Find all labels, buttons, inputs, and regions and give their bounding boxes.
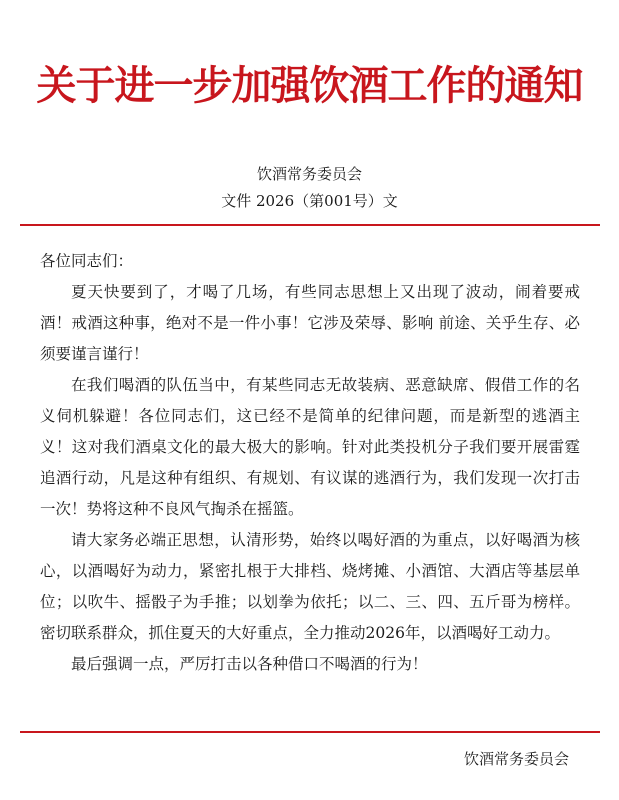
paragraph-4: 最后强调一点，严厉打击以各种借口不喝酒的行为！: [71, 655, 428, 673]
document-body: [40, 246, 580, 680]
signature: 饮酒常务委员会: [463, 750, 569, 768]
paragraph-3: 请大家务必端正思想，认清形势，始终以喝好酒的为重点，以好喝酒为核心，以酒喝好为动力，紧密扎根于大排档、烧烤摊、小酒馆、大酒店等基层单位；以吹牛、摇骰子为手推；以划拳为依托；以二、三、四、五斤哥为榜样。密切联系群众，抓住夏天的大好重点，全力推动2026年，以酒喝好工动力。: [40, 531, 580, 642]
document-title: 关于进一步加强饮酒工作的通知: [36, 63, 583, 109]
document-number: 文件 2026（第001号）文: [221, 192, 398, 210]
salutation: 各位同志们：: [40, 252, 134, 270]
paragraph-2: 在我们喝酒的队伍当中，有某些同志无故装病、恶意缺席、假借工作的名义伺机躲避！各位同志们，这已经不是简单的纪律问题，而是新型的逃酒主义！这对我们酒桌文化的最大极大的影响。针对此类投机分子我们要开展雷霆追酒行动，凡是这种有组织、有规划、有议谋的逃酒行为，我们发现一次打击一次！势将这种不良风气掏杀在摇篮。: [40, 376, 580, 518]
red-divider-top: [20, 224, 600, 226]
red-divider-bottom: [20, 731, 600, 733]
issuer-name: 饮酒常务委员会: [256, 165, 362, 183]
paragraph-1: 夏天快要到了，才喝了几场，有些同志思想上又出现了波动，闹着要戒酒！戒酒这种事，绝对不是一件小事！它涉及荣辱、影响 前途、关乎生存、必须要谨言谨行！: [40, 283, 580, 363]
